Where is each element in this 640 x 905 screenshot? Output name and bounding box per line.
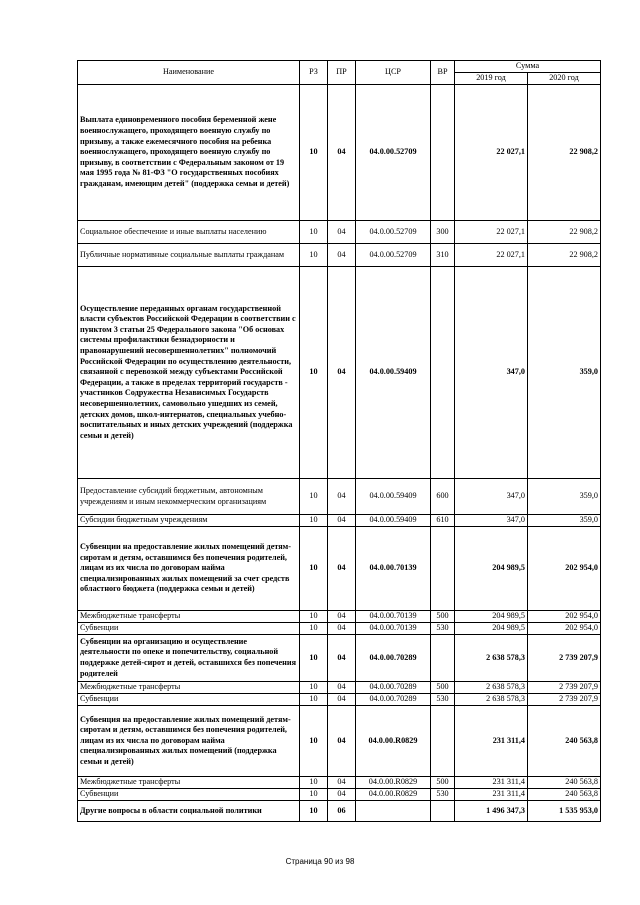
- cell-csr: 04.0.00.R0829: [356, 777, 431, 789]
- cell-name: Субвенции: [78, 789, 300, 801]
- cell-pr: 04: [328, 777, 356, 789]
- cell-vr: 530: [431, 694, 455, 706]
- cell-y2020: 202 954,0: [528, 623, 601, 635]
- cell-y2020: 202 954,0: [528, 527, 601, 611]
- cell-name: Выплата единовременного пособия беременной жене военнослужащего, проходящего военную службу по призыву, а также ежемесячного пособия на ребенка военнослужащего, проходящего военную службу по призыву, в соответствии с Федеральным законом от 19 мая 1995 года № 81-ФЗ "О государственных пособиях гражданам, имеющим детей" (поддержка семьи и детей): [78, 85, 300, 221]
- cell-y2019: 231 311,4: [455, 706, 528, 777]
- cell-name: Социальное обеспечение и иные выплаты населению: [78, 221, 300, 244]
- cell-pr: 04: [328, 611, 356, 623]
- cell-y2019: 2 638 578,3: [455, 682, 528, 694]
- cell-vr: [431, 635, 455, 682]
- cell-pr: 04: [328, 244, 356, 267]
- cell-pr: 04: [328, 694, 356, 706]
- cell-vr: 500: [431, 682, 455, 694]
- cell-name: Субвенции на организацию и осуществление деятельности по опеке и попечительству, социальной поддержке детей-сирот и детей, оставшихся без попечения родителей: [78, 635, 300, 682]
- cell-rz: 10: [300, 267, 328, 479]
- cell-rz: 10: [300, 244, 328, 267]
- cell-vr: 500: [431, 777, 455, 789]
- cell-y2019: 204 989,5: [455, 623, 528, 635]
- cell-name: Межбюджетные трансферты: [78, 611, 300, 623]
- cell-name: Субвенция на предоставление жилых помещений детям-сиротам и детям, оставшимся без попечения родителей, лицам из их числа по договорам найма специализированных жилых помещений (поддержка семьи и детей): [78, 706, 300, 777]
- cell-rz: 10: [300, 221, 328, 244]
- table-row: [78, 623, 601, 635]
- header-name: Наименование: [78, 61, 300, 85]
- cell-name: Субсидии бюджетным учреждениям: [78, 515, 300, 527]
- cell-y2019: 231 311,4: [455, 777, 528, 789]
- cell-csr: 04.0.00.70289: [356, 635, 431, 682]
- cell-y2019: 347,0: [455, 267, 528, 479]
- cell-name: Публичные нормативные социальные выплаты гражданам: [78, 244, 300, 267]
- cell-name: Межбюджетные трансферты: [78, 777, 300, 789]
- cell-y2019: 22 027,1: [455, 85, 528, 221]
- cell-rz: 10: [300, 789, 328, 801]
- cell-pr: 04: [328, 515, 356, 527]
- cell-rz: 10: [300, 682, 328, 694]
- cell-rz: 10: [300, 479, 328, 515]
- header-vr: ВР: [431, 61, 455, 85]
- cell-csr: 04.0.00.59409: [356, 267, 431, 479]
- header-year-2020: 2020 год: [528, 73, 601, 85]
- cell-name: Субвенции на предоставление жилых помещений детям-сиротам и детям, оставшимся без попечения родителей, лицам из их числа по договорам найма специализированных жилых помещений за счет средств областного бюджета (поддержка семьи и детей): [78, 527, 300, 611]
- cell-pr: 04: [328, 267, 356, 479]
- cell-csr: 04.0.00.R0829: [356, 706, 431, 777]
- cell-name: Осуществление переданных органам государственной власти субъектов Российской Федерации в соответствии с пунктом 3 статьи 25 Федерального закона "Об основах системы профилактики безнадзорности и правонарушений несовершеннолетних" полномочий Российской Федерации по осуществлению деятельности, связанной с перевозкой между субъектами Российской Федерации, а также в пределах территорий государств - участников Содружества Независимых Государств несовершеннолетних, самовольно ушедших из семей, детских домов, школ-интернатов, специальных учебно-воспитательных и иных детских учреждений (поддержка семьи и детей): [78, 267, 300, 479]
- cell-rz: 10: [300, 706, 328, 777]
- cell-vr: 310: [431, 244, 455, 267]
- cell-y2020: 22 908,2: [528, 244, 601, 267]
- cell-vr: [431, 85, 455, 221]
- cell-csr: 04.0.00.70289: [356, 694, 431, 706]
- cell-y2020: 22 908,2: [528, 221, 601, 244]
- budget-table: [77, 60, 601, 822]
- table-row: [78, 85, 601, 221]
- cell-y2019: 347,0: [455, 479, 528, 515]
- table-row: [78, 801, 601, 822]
- cell-name: Предоставление субсидий бюджетным, автономным учреждениям и иным некоммерческим организациям: [78, 479, 300, 515]
- cell-y2019: 204 989,5: [455, 611, 528, 623]
- cell-name: Субвенции: [78, 623, 300, 635]
- cell-y2020: 240 563,8: [528, 789, 601, 801]
- cell-csr: 04.0.00.52709: [356, 221, 431, 244]
- header-rz: РЗ: [300, 61, 328, 85]
- cell-rz: 10: [300, 85, 328, 221]
- cell-rz: 10: [300, 623, 328, 635]
- cell-pr: 04: [328, 85, 356, 221]
- cell-rz: 10: [300, 611, 328, 623]
- table-row: [78, 527, 601, 611]
- table-row: [78, 789, 601, 801]
- cell-vr: [431, 801, 455, 822]
- cell-vr: 610: [431, 515, 455, 527]
- cell-rz: 10: [300, 777, 328, 789]
- cell-csr: 04.0.00.52709: [356, 244, 431, 267]
- table-row: [78, 244, 601, 267]
- table-row: [78, 694, 601, 706]
- cell-pr: 06: [328, 801, 356, 822]
- cell-csr: 04.0.00.70139: [356, 623, 431, 635]
- cell-csr: 04.0.00.59409: [356, 515, 431, 527]
- cell-y2020: 1 535 953,0: [528, 801, 601, 822]
- cell-vr: [431, 706, 455, 777]
- header-sum: Сумма: [455, 61, 601, 73]
- cell-name: Другие вопросы в области социальной политики: [78, 801, 300, 822]
- cell-vr: 600: [431, 479, 455, 515]
- cell-csr: 04.0.00.70139: [356, 527, 431, 611]
- cell-vr: 530: [431, 623, 455, 635]
- cell-y2020: 2 739 207,9: [528, 682, 601, 694]
- table-row: [78, 267, 601, 479]
- cell-rz: 10: [300, 694, 328, 706]
- cell-vr: 300: [431, 221, 455, 244]
- header-csr: ЦСР: [356, 61, 431, 85]
- cell-y2019: 204 989,5: [455, 527, 528, 611]
- cell-pr: 04: [328, 623, 356, 635]
- cell-y2019: 2 638 578,3: [455, 635, 528, 682]
- table-row: [78, 777, 601, 789]
- cell-vr: [431, 527, 455, 611]
- cell-vr: 530: [431, 789, 455, 801]
- table-row: [78, 682, 601, 694]
- cell-y2020: 240 563,8: [528, 706, 601, 777]
- cell-y2020: 2 739 207,9: [528, 694, 601, 706]
- cell-csr: 04.0.00.59409: [356, 479, 431, 515]
- table-row: [78, 221, 601, 244]
- cell-csr: 04.0.00.70139: [356, 611, 431, 623]
- cell-y2020: 359,0: [528, 515, 601, 527]
- table-row: [78, 515, 601, 527]
- cell-y2019: 347,0: [455, 515, 528, 527]
- cell-pr: 04: [328, 221, 356, 244]
- cell-y2020: 202 954,0: [528, 611, 601, 623]
- cell-rz: 10: [300, 527, 328, 611]
- cell-rz: 10: [300, 635, 328, 682]
- cell-rz: 10: [300, 515, 328, 527]
- cell-rz: 10: [300, 801, 328, 822]
- cell-y2019: 22 027,1: [455, 221, 528, 244]
- cell-csr: [356, 801, 431, 822]
- table-row: [78, 706, 601, 777]
- cell-csr: 04.0.00.70289: [356, 682, 431, 694]
- table-row: [78, 479, 601, 515]
- table-row: [78, 611, 601, 623]
- table-row: [78, 635, 601, 682]
- cell-y2019: 22 027,1: [455, 244, 528, 267]
- cell-vr: 500: [431, 611, 455, 623]
- cell-pr: 04: [328, 706, 356, 777]
- page-number: Страница 90 из 98: [285, 857, 355, 866]
- cell-y2019: 2 638 578,3: [455, 694, 528, 706]
- cell-y2019: 1 496 347,3: [455, 801, 528, 822]
- header-pr: ПР: [328, 61, 356, 85]
- cell-y2020: 2 739 207,9: [528, 635, 601, 682]
- cell-name: Межбюджетные трансферты: [78, 682, 300, 694]
- cell-y2020: 359,0: [528, 479, 601, 515]
- cell-csr: 04.0.00.52709: [356, 85, 431, 221]
- header-year-2019: 2019 год: [455, 73, 528, 85]
- cell-pr: 04: [328, 527, 356, 611]
- cell-y2020: 240 563,8: [528, 777, 601, 789]
- cell-pr: 04: [328, 635, 356, 682]
- cell-pr: 04: [328, 479, 356, 515]
- cell-pr: 04: [328, 682, 356, 694]
- cell-y2020: 359,0: [528, 267, 601, 479]
- cell-pr: 04: [328, 789, 356, 801]
- cell-name: Субвенции: [78, 694, 300, 706]
- cell-y2020: 22 908,2: [528, 85, 601, 221]
- cell-csr: 04.0.00.R0829: [356, 789, 431, 801]
- cell-vr: [431, 267, 455, 479]
- cell-y2019: 231 311,4: [455, 789, 528, 801]
